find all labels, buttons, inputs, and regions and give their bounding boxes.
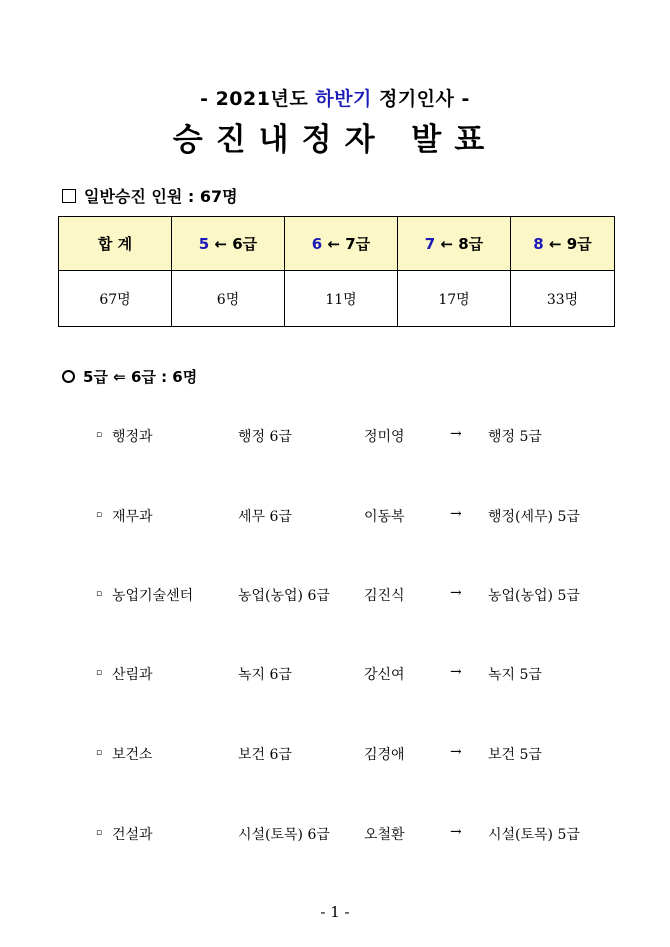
current-position: 행정 6급 (238, 429, 292, 445)
grade-number: 7 (424, 235, 436, 253)
checkbox-square-icon (62, 189, 76, 203)
table-cell-grade5: 6명 (172, 271, 285, 327)
person-name: 오철환 (364, 827, 405, 843)
person-name: 강신여 (364, 667, 405, 683)
subtitle-prefix: - 2021년도 (200, 88, 316, 110)
table-header-row (59, 217, 615, 271)
table-cell-grade8: 33명 (511, 271, 615, 327)
new-position: 녹지 5급 (488, 667, 542, 683)
small-square-bullet-icon: ▫ (96, 748, 103, 758)
right-arrow-icon: → (450, 744, 462, 760)
person-name: 김진식 (364, 588, 405, 604)
new-position: 시설(토목) 5급 (488, 827, 580, 843)
current-position: 보건 6급 (238, 747, 292, 763)
person-name: 정미영 (364, 429, 405, 445)
grade-label: ← 6급 (209, 235, 258, 253)
department: 건설과 (112, 827, 153, 843)
table-header-grade5 (172, 217, 285, 271)
current-position: 세무 6급 (238, 509, 292, 525)
table-header-grade7 (398, 217, 511, 271)
table-header-grade8 (511, 217, 615, 271)
department: 산림과 (112, 667, 153, 683)
small-square-bullet-icon: ▫ (96, 589, 103, 599)
table-header-total: 합 계 (59, 217, 172, 271)
grade-number: 8 (533, 235, 544, 253)
list-item (0, 664, 670, 686)
list-item (0, 426, 670, 448)
table-row (59, 271, 615, 327)
grade-label: ← 8급 (435, 235, 484, 253)
person-name: 이동복 (364, 509, 405, 525)
general-heading-text: 일반승진 인원 : 67명 (84, 187, 238, 206)
grade5-heading-text: 5급 ⇐ 6급 : 6명 (83, 368, 198, 386)
small-square-bullet-icon: ▫ (96, 510, 103, 520)
promotion-summary-table (58, 216, 615, 327)
new-position: 보건 5급 (488, 747, 542, 763)
department: 농업기술센터 (112, 588, 194, 604)
small-square-bullet-icon: ▫ (96, 430, 103, 440)
subtitle-suffix: 정기인사 - (371, 88, 470, 110)
document-title: 승진내정자 발표 (172, 122, 498, 158)
general-promotion-heading (62, 184, 238, 207)
list-item (0, 506, 670, 528)
new-position: 행정 5급 (488, 429, 542, 445)
grade-label: ← 7급 (322, 235, 371, 253)
right-arrow-icon: → (450, 664, 462, 680)
grade5-heading (62, 366, 197, 387)
document-subtitle (0, 84, 670, 111)
table-cell-grade6: 11명 (285, 271, 398, 327)
list-item (0, 744, 670, 766)
small-square-bullet-icon: ▫ (96, 668, 103, 678)
current-position: 농업(농업) 6급 (238, 588, 330, 604)
small-square-bullet-icon: ▫ (96, 828, 103, 838)
new-position: 행정(세무) 5급 (488, 509, 580, 525)
subtitle-highlight: 하반기 (315, 88, 372, 110)
right-arrow-icon: → (450, 426, 462, 442)
department: 보건소 (112, 747, 153, 763)
right-arrow-icon: → (450, 585, 462, 601)
list-item (0, 824, 670, 846)
grade-number: 5 (198, 235, 210, 253)
current-position: 시설(토목) 6급 (238, 827, 330, 843)
right-arrow-icon: → (450, 824, 462, 840)
new-position: 농업(농업) 5급 (488, 588, 580, 604)
page-number: - 1 - (320, 903, 350, 921)
department: 재무과 (112, 509, 153, 525)
table-cell-grade7: 17명 (398, 271, 511, 327)
right-arrow-icon: → (450, 506, 462, 522)
current-position: 녹지 6급 (238, 667, 292, 683)
grade-label: ← 9급 (543, 235, 592, 253)
list-item (0, 585, 670, 607)
table-header-grade6 (285, 217, 398, 271)
circle-bullet-icon (62, 370, 75, 383)
department: 행정과 (112, 429, 153, 445)
person-name: 김경애 (364, 747, 405, 763)
table-cell-total: 67명 (59, 271, 172, 327)
grade-number: 6 (311, 235, 323, 253)
